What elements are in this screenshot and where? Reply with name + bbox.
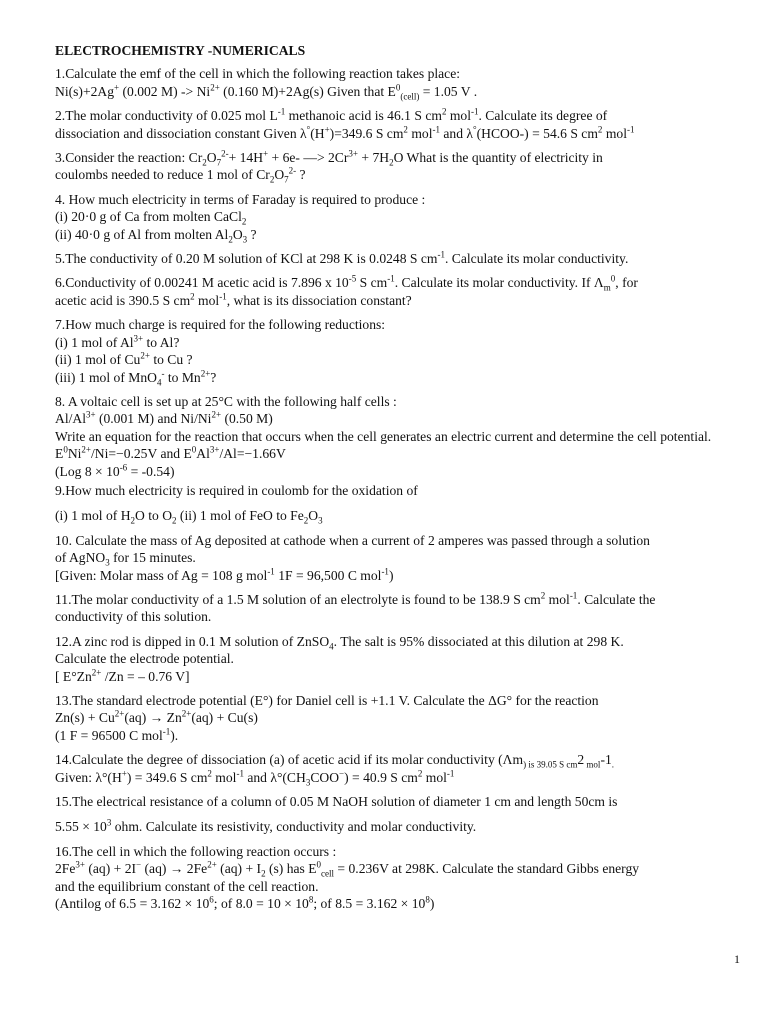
question-12-line-2: Calculate the electrode potential. — [55, 651, 234, 667]
question-16-line-4: (Antilog of $6.5 = 3.162 \times 10^6$; of $8.0 = 10 \times 10^8$; of $8.5 = 3.162 \times 10^8$) — [55, 894, 435, 912]
question-7-line-3: (ii) 1 mol of $Cu^{2+}$ to Cu ? — [55, 350, 193, 368]
question-14-line-1: 14.Calculate the degree of dissociation (a) of acetic acid if its molar conductivity ($\Lambda m_{) is 39.05 S cm}2$ $_{mol}-1_.$ — [55, 752, 615, 770]
question-10-line-2: of AgNO$_3$ for 15 minutes. — [55, 550, 196, 568]
question-9 — [55, 482, 745, 525]
question-8-line-2: $Al/Al^{3+}$ (0.001 M) and $Ni/Ni^{2+}$ (0.50 M) — [55, 409, 273, 427]
question-7-line-1: 7.How much charge is required for the following reductions: — [55, 317, 386, 333]
question-12-line-3: [ $E^\circ Zn^{2+}$ /Zn = – 0.76 V] — [55, 667, 190, 684]
question-5 — [55, 250, 745, 267]
question-10 — [55, 532, 745, 584]
question-15-line-2: $5.55 \times 10^3$ ohm. Calculate its resistivity, conductivity and molar conductivity. — [55, 817, 477, 835]
question-2 — [55, 107, 745, 142]
question-8-line-3: Write an equation for the reaction that occurs when the cell generates an electric current and determine the cell potential. — [55, 428, 712, 444]
question-6-line-2: acetic acid is 390.5 S $cm^2$ mol$^{-1}$, what is its dissociation constant? — [55, 291, 412, 308]
question-13-line-2: $Zn(s) + Cu^{2+}(aq) \to Zn^{2+}(aq) + Cu(s)$ — [55, 708, 258, 726]
question-3 — [55, 149, 745, 184]
question-9-line-2: (i) 1 mol of $H_2O$ to $O_2$ (ii) 1 mol of FeO to $Fe_2O_3$ — [55, 508, 323, 527]
question-13 — [55, 692, 745, 744]
question-11-line-2: conductivity of this solution. — [55, 609, 212, 625]
document-page — [55, 42, 745, 919]
question-4-line-3: (ii) 40·0 g of Al from molten $Al_2O_3$ ? — [55, 226, 257, 245]
question-16-line-1: 16.The cell in which the following reaction occurs : — [55, 843, 337, 859]
question-9-line-1: 9.How much electricity is required in coulomb for the oxidation of — [55, 482, 418, 498]
question-13-line-1: 13.The standard electrode potential (E°) for Daniel cell is +1.1 V. Calculate the ΔG° for the reaction — [55, 693, 599, 708]
question-5-line-1: 5.The conductivity of 0.20 M solution of KCl at 298 K is 0.0248 S $cm^{-1}$. Calculate its molar conductivity. — [55, 249, 629, 267]
document-title: ELECTROCHEMISTRY -NUMERICALS — [55, 43, 306, 58]
question-8 — [55, 393, 745, 480]
question-7-line-4: (iii) 1 mol of MnO$_4$- to $Mn^{2+}$? — [55, 367, 217, 388]
question-12-line-1: 12.A zinc rod is dipped in 0.1 M solution of ZnSO$_4$. The salt is 95% dissociated at this dilution at 298 K. — [55, 633, 624, 652]
question-15 — [55, 793, 745, 836]
question-1-line-1: 1.Calculate the emf of the cell in which the following reaction takes place: — [55, 66, 461, 82]
question-14 — [55, 751, 745, 786]
question-2-line-2: dissociation and dissociation constant Given λ°(H+)=349.6 S $cm^2$ mol$^{-1}$ and λ°(HCOO-) = 54.6 S $cm^2$ mol$^{-1}$ — [55, 124, 635, 141]
question-10-line-3: [Given: Molar mass of Ag = 108 g mol$^{-1}$ 1F = 96,500 C mol$^{-1}$) — [55, 566, 394, 583]
question-4 — [55, 191, 745, 243]
question-4-line-2: (i) 20·0 g of Ca from molten CaCl$_2$ — [55, 209, 247, 227]
question-3-line-2: coulombs needed to reduce 1 mol of $Cr_2O_7^{2-}$ ? — [55, 165, 306, 186]
question-11-line-1: 11.The molar conductivity of a 1.5 M solution of an electrolyte is found to be 138.9 S $cm^2$ mol$^{-1}$. Calculate the — [55, 590, 656, 607]
question-7-line-2: (i) 1 mol of $Al^{3+}$ to Al? — [55, 333, 180, 350]
question-7 — [55, 316, 745, 386]
question-1-line-2: Ni(s)+2Ag+ (0.002 $M) -> Ni^{2+}$ (0.160 M)+2Ag(s) Given that $E^0_{(cell)} = 1.05$ V . — [55, 82, 478, 102]
question-1 — [55, 65, 745, 100]
question-6 — [55, 274, 745, 309]
question-12 — [55, 633, 745, 685]
question-16-line-2: $2Fe^{3+}$ (aq) + 2I− $(aq) \to 2Fe^{2+}$ $(aq) + I_2$ (s) has $E^0_{cell} = 0.236V$ at 298K. Calculate the standard Gibbs energy — [55, 859, 640, 879]
question-10-line-1: 10. Calculate the mass of Ag deposited at cathode when a current of 2 amperes was passed through a solution — [55, 532, 650, 548]
question-14-line-2: Given: λ°(H+) = 349.6 S $cm^2$ mol$^{-1}$ and $\lambda^\circ(CH_3COO^-) = 40.9$ S $cm^2$ mol$^{-1}$ — [55, 768, 455, 788]
question-8-line-5: (Log $8 \times 10^{-6} = -0.54$) — [55, 462, 175, 479]
question-8-line-4: $E^0Ni^{2+}/Ni=-0.25V$ and $E^0Al^{3+}/Al=-1.66V$ — [55, 444, 286, 462]
question-16-line-3: and the equilibrium constant of the cell reaction. — [55, 878, 319, 894]
question-13-line-3: (1 F = 96500 C mol$^{-1}$). — [55, 726, 179, 743]
question-16 — [55, 843, 745, 913]
question-4-line-1: 4. How much electricity in terms of Faraday is required to produce : — [55, 191, 426, 207]
question-8-line-1: 8. A voltaic cell is set up at 25°C with the following half cells : — [55, 393, 397, 409]
question-3-line-1: 3.Consider the reaction: $Cr_2O_7^{2-}+ 14H^+ + 6e-$ —> $2Cr^{3+} + 7H_2O$ What is the quantity of electricity in — [55, 148, 603, 168]
question-6-line-1: 6.Conductivity of 0.00241 M acetic acid is 7.896 x $10^{-5}$ S $cm^{-1}$. Calculate its molar conductivity. If $\Lambda_m^0$, for — [55, 273, 638, 294]
question-15-line-1: 15.The electrical resistance of a column of 0.05 M NaOH solution of diameter 1 cm and length 50cm is — [55, 794, 618, 810]
page-number: 1 — [734, 952, 740, 966]
question-11 — [55, 591, 745, 626]
question-2-line-1: 2.The molar conductivity of 0.025 mol $L^{-1}$ methanoic acid is 46.1 S $cm^2$ mol$^{-1}$. Calculate its degree of — [55, 106, 608, 124]
